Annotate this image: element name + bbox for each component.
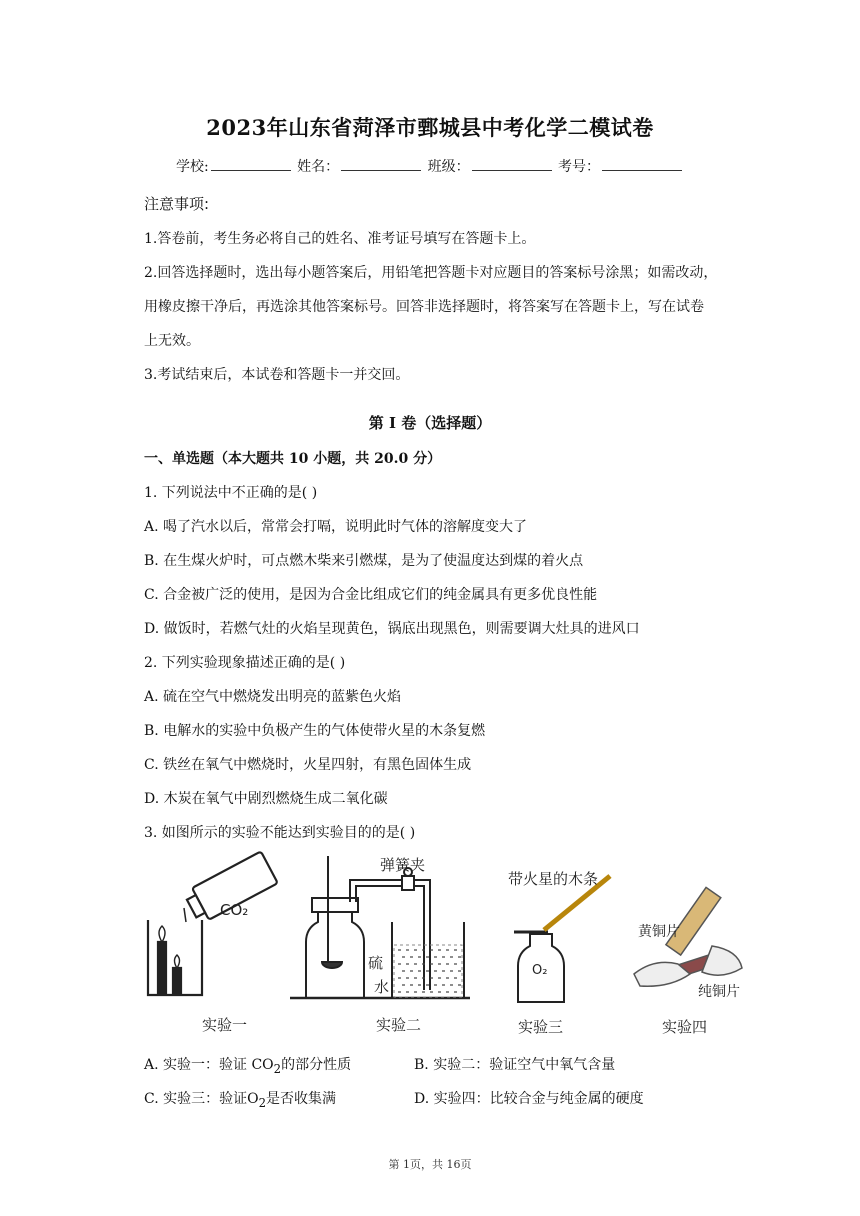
notice-item: 用橡皮擦干净后，再选涂其他答案标号。回答非选择题时，将答案写在答题卡上，写在试卷 xyxy=(144,299,704,315)
notice-item: 上无效。 xyxy=(144,333,200,349)
q3-option-a-text: A. 实验一：验证 CO xyxy=(144,1057,274,1073)
q3-option-a-subscript: 2 xyxy=(273,1061,282,1076)
q2-option-b: B. 电解水的实验中负极产生的气体使带火星的木条复燃 xyxy=(144,723,486,739)
experiment-2-illustration xyxy=(290,856,470,998)
copper-label: 纯铜片 xyxy=(698,984,740,1000)
school-blank[interactable] xyxy=(211,156,291,171)
water-label: 水 xyxy=(374,978,390,996)
water-pattern xyxy=(394,945,462,997)
q3-option-c-text-end: 是否收集满 xyxy=(266,1091,337,1107)
notice-item: 3.考试结束后，本试卷和答题卡一并交回。 xyxy=(144,367,410,383)
page-title: 2023年山东省菏泽市鄄城县中考化学二模试卷 xyxy=(206,115,654,140)
q1-option-c: C. 合金被广泛的使用，是因为合金比组成它们的纯金属具有更多优良性能 xyxy=(144,587,598,603)
part-title: 第 I 卷（选择题） xyxy=(368,414,492,432)
splint-label: 带火星的木条 xyxy=(508,870,599,888)
co2-label: CO₂ xyxy=(220,901,249,919)
question-1-stem: 1. 下列说法中不正确的是( ) xyxy=(144,485,318,501)
q1-option-d: D. 做饭时，若燃气灶的火焰呈现黄色，锅底出现黑色，则需要调大灶具的进风口 xyxy=(144,621,640,637)
question-2-stem: 2. 下列实验现象描述正确的是( ) xyxy=(144,655,346,671)
q1-option-b: B. 在生煤火炉时，可点燃木柴来引燃煤，是为了使温度达到煤的着火点 xyxy=(144,553,584,569)
info-name-label: 姓名： xyxy=(297,159,340,175)
student-info-line xyxy=(0,156,860,176)
q2-option-c: C. 铁丝在氧气中燃烧时，火星四射，有黑色固体生成 xyxy=(144,757,472,773)
q3-option-c-text: C. 实验三：验证O xyxy=(144,1091,259,1107)
experiment-3-illustration xyxy=(514,876,610,1002)
number-blank[interactable] xyxy=(602,156,682,171)
q1-option-a: A. 喝了汽水以后，常常会打嗝，说明此时气体的溶解度变大了 xyxy=(144,519,528,535)
q3-option-d-text: D. 实验四：比较合金与纯金属的硬度 xyxy=(414,1091,644,1107)
brass-label: 黄铜片 xyxy=(638,924,680,940)
q3-option-d xyxy=(414,1088,644,1108)
notice-item: 1.答卷前，考生务必将自己的姓名、准考证号填写在答题卡上。 xyxy=(144,231,536,247)
caption-experiment-1: 实验一 xyxy=(202,1016,248,1034)
o2-label: O₂ xyxy=(532,963,548,978)
notice-item: 2.回答选择题时，选出每小题答案后，用铅笔把答题卡对应题目的答案标号涂黑；如需改动， xyxy=(144,265,718,281)
section-title: 一、单选题（本大题共 10 小题，共 20.0 分） xyxy=(144,451,442,467)
q3-option-c xyxy=(144,1088,336,1110)
experiment-1-illustration xyxy=(148,851,278,995)
q3-option-c-subscript: 2 xyxy=(258,1095,267,1110)
class-blank[interactable] xyxy=(472,156,552,171)
page-footer: 第 1页，共 16页 xyxy=(388,1158,472,1171)
q3-option-a xyxy=(144,1054,351,1076)
experiment-figure xyxy=(140,850,750,1040)
q3-option-b xyxy=(414,1054,615,1074)
notice-heading: 注意事项: xyxy=(144,195,210,213)
caption-experiment-2: 实验二 xyxy=(376,1016,422,1034)
q3-option-a-text-end: 的部分性质 xyxy=(281,1057,352,1073)
sulfur-label: 硫 xyxy=(368,954,384,972)
info-class-label: 班级： xyxy=(427,159,470,175)
spring-clip-label: 弹簧夹 xyxy=(380,856,426,874)
name-blank[interactable] xyxy=(341,156,421,171)
question-3-stem: 3. 如图所示的实验不能达到实验目的的是( ) xyxy=(144,825,416,841)
q3-option-b-text: B. 实验二：验证空气中氧气含量 xyxy=(414,1057,616,1073)
caption-experiment-3: 实验三 xyxy=(518,1018,564,1036)
info-school-label: 学校: xyxy=(175,159,209,175)
info-number-label: 考号： xyxy=(558,159,601,175)
caption-experiment-4: 实验四 xyxy=(662,1018,708,1036)
q2-option-a: A. 硫在空气中燃烧发出明亮的蓝紫色火焰 xyxy=(144,689,402,705)
q2-option-d: D. 木炭在氧气中剧烈燃烧生成二氧化碳 xyxy=(144,791,388,807)
